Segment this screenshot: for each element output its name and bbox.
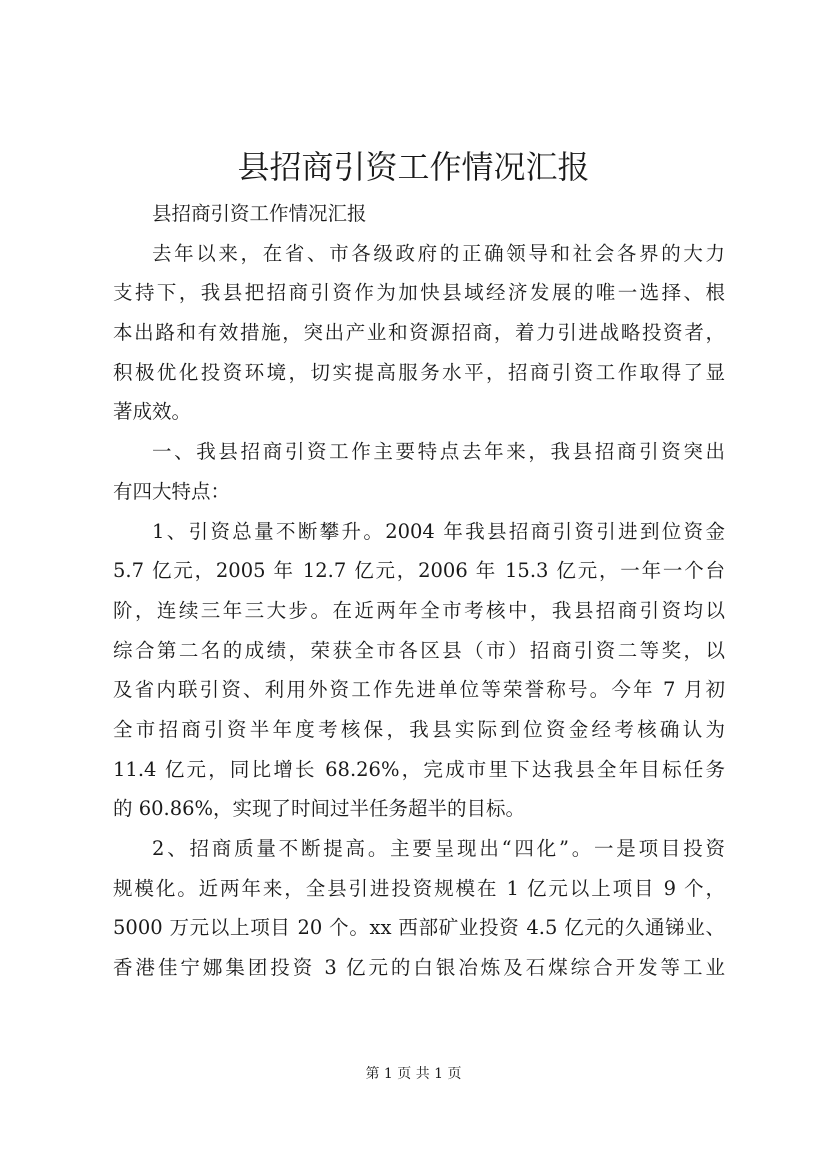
text-line: 综合第二名的成绩，荣获全市各区县（市）招商引资二等奖，以 <box>113 638 725 662</box>
text-line: 积极优化投资环境，切实提高服务水平，招商引资工作取得了显 <box>113 360 725 384</box>
text-line: 5000 万元以上项目 20 个。xx 西部矿业投资 4.5 亿元的久通锑业、 <box>113 916 725 940</box>
text-line: 的 60.86%，实现了时间过半任务超半的目标。 <box>113 797 526 821</box>
text-line: 11.4 亿元，同比增长 68.26%，完成市里下达我县全年目标任务 <box>113 757 725 781</box>
text-line: 香港佳宁娜集团投资 3 亿元的白银冶炼及石煤综合开发等工业 <box>113 956 725 980</box>
text-line: 本出路和有效措施，突出产业和资源招商，着力引进战略投资者， <box>113 321 725 345</box>
text-line: 县招商引资工作情况汇报 <box>152 202 367 225</box>
text-line: 有四大特点： <box>113 479 231 503</box>
page-footer: 第 1 页 共 1 页 <box>365 1066 462 1082</box>
text-line: 及省内联引资、利用外资工作先进单位等荣誉称号。今年 7 月初 <box>113 678 725 702</box>
text-line: 一、我县招商引资工作主要特点去年来，我县招商引资突出 <box>152 440 725 464</box>
text-line: 规模化。近两年来，全县引进投资规模在 1 亿元以上项目 9 个， <box>113 876 725 900</box>
text-line: 著成效。 <box>113 400 192 424</box>
text-line: 2、招商质量不断提高。主要呈现出“四化”。一是项目投资 <box>152 837 725 860</box>
text-line: 全市招商引资半年度考核保，我县实际到位资金经考核确认为 <box>113 717 725 741</box>
text-line: 1、引资总量不断攀升。2004 年我县招商引资引进到位资金 <box>152 519 725 543</box>
document-title: 县招商引资工作情况汇报 <box>237 148 590 186</box>
text-line: 支持下，我县把招商引资作为加快县域经济发展的唯一选择、根 <box>113 281 725 305</box>
text-line: 阶，连续三年三大步。在近两年全市考核中，我县招商引资均以 <box>113 598 725 622</box>
document-body <box>113 194 725 988</box>
text-line: 5.7 亿元，2005 年 12.7 亿元，2006 年 15.3 亿元，一年一个台 <box>113 559 725 583</box>
text-line: 去年以来，在省、市各级政府的正确领导和社会各界的大力 <box>152 241 725 265</box>
